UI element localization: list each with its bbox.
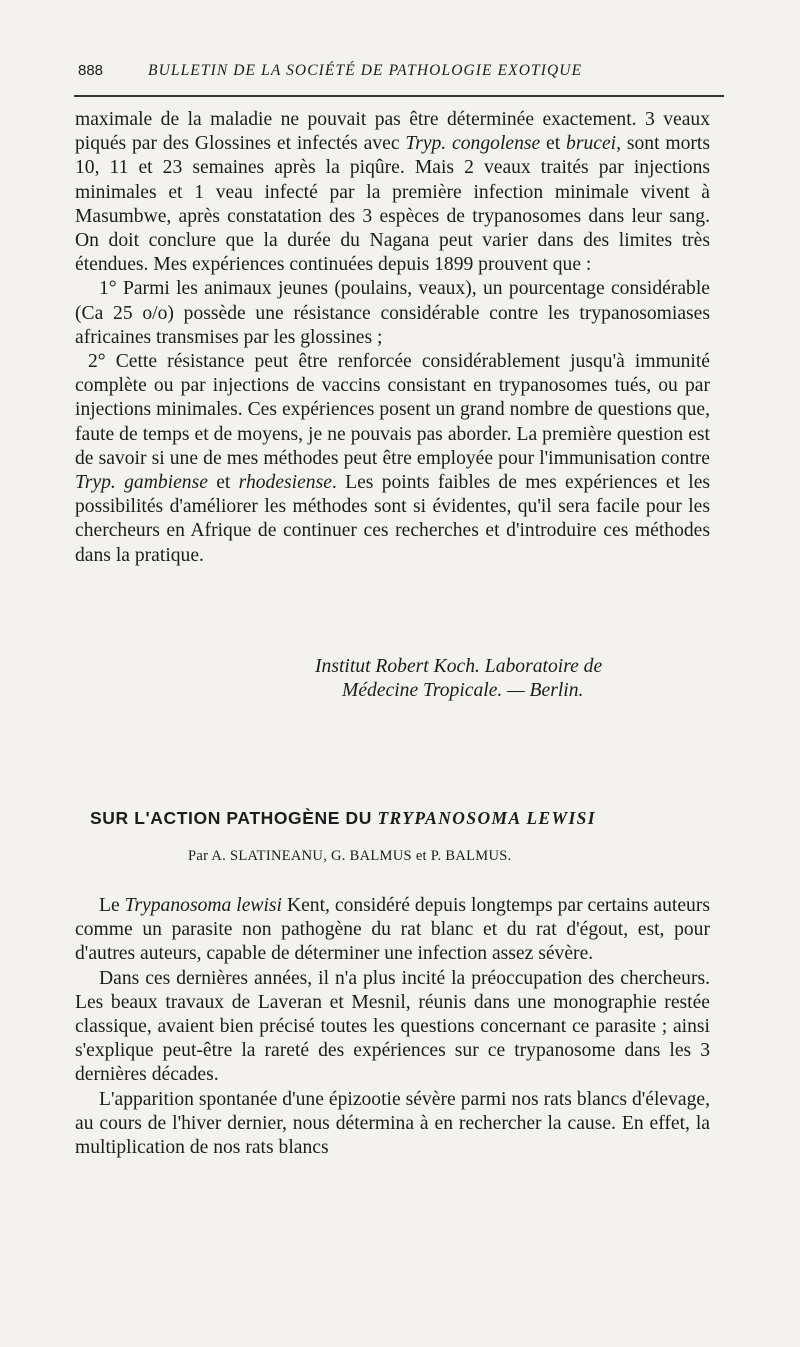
title-text: SUR L'ACTION PATHOGÈNE DU bbox=[90, 808, 378, 828]
affiliation-line: Médecine Tropicale. — Berlin. bbox=[342, 680, 584, 702]
previous-article-text bbox=[75, 108, 710, 568]
species-name: Tryp. gambiense bbox=[75, 472, 208, 494]
text-run: et bbox=[540, 133, 567, 155]
journal-title: BULLETIN DE LA SOCIÉTÉ DE PATHOLOGIE EXOTIQUE bbox=[148, 62, 583, 79]
title-species: TRYPANOSOMA LEWISI bbox=[377, 808, 597, 828]
paragraph bbox=[75, 350, 710, 568]
article-title bbox=[90, 808, 710, 829]
paragraph: L'apparition spontanée d'une épizootie sévère parmi nos rats blancs d'élevage, au cours de l'hiver dernier, nous détermina à en rechercher la cause. En effet, la multiplication de nos rats blancs bbox=[75, 1088, 710, 1159]
author-affiliation bbox=[75, 655, 710, 703]
text-run: et bbox=[207, 472, 239, 494]
page-number: 888 bbox=[78, 62, 104, 79]
text-run: , sont morts 10, 11 et 23 semaines après la piqûre. Mais 2 veaux traités par injections minimales et 1 veau infecté par la première infection minimale vivent à Masumbwe, après constatation des 3 espèces de trypanosomes dans leur sang. On doit conclure que la durée du Nagana peut varier dans des limites très étendues. Mes expériences continuées depuis 1899 prouvent que : bbox=[75, 133, 710, 276]
paragraph bbox=[75, 894, 710, 967]
header-rule bbox=[74, 95, 724, 97]
species-name: brucei bbox=[566, 133, 617, 155]
article-byline: Par A. SLATINEANU, G. BALMUS et P. BALMUS. bbox=[188, 848, 512, 864]
article-body bbox=[75, 894, 710, 1160]
species-name: Tryp. congolense bbox=[405, 133, 541, 155]
text-run: Le bbox=[99, 895, 125, 916]
paragraph: Dans ces dernières années, il n'a plus incité la préoccupation des chercheurs. Les beaux travaux de Laveran et Mesnil, réunis dans une monographie restée classique, avaient bien précisé toutes les questions concernant ce parasite ; ainsi s'explique peut-être la rareté des expériences sur ce trypanosome dans les 3 dernières décades. bbox=[75, 967, 710, 1086]
text-run: Kent, considéré depuis longtemps par certains auteurs comme un parasite non pathogène du rat blanc et du rat d'égout, est, pour d'autres auteurs, capable de déterminer une infection assez sévère. bbox=[75, 895, 710, 965]
species-name: rhodesiense bbox=[238, 472, 332, 494]
species-name: Trypanosoma lewisi bbox=[124, 895, 282, 916]
affiliation-line: Institut Robert Koch. Laboratoire de bbox=[315, 656, 603, 677]
text-run: 2° Cette résistance peut être renforcée considérablement jusqu'à immunité complète ou par injections de vaccins consistant en trypanosomes tués, ou par injections minimales. Ces expériences posent un grand nombre de questions que, faute de temps et de moyens, je ne pouvais pas aborder. La première question est de savoir si une de mes méthodes peut être employée pour l'immunisation contre bbox=[75, 351, 710, 469]
text-run: . Les points faibles de mes expériences et les possibilités d'améliorer les méthodes sont si évidentes, qu'il sera facile pour les chercheurs en Afrique de continuer ces recherches et d'introduire ces méthodes dans la pratique. bbox=[75, 472, 711, 566]
text-run: maximale de la maladie ne pouvait pas être déterminée exactement. 3 veaux piqués par des Glossines et infectés avec bbox=[75, 109, 710, 155]
paragraph: 1° Parmi les animaux jeunes (poulains, veaux), un pourcentage considérable (Ca 25 o/o) possède une résistance considérable contre les trypanosomiases africaines transmises par les glossines ; bbox=[75, 278, 710, 348]
paragraph bbox=[75, 108, 710, 277]
running-head bbox=[78, 62, 722, 88]
